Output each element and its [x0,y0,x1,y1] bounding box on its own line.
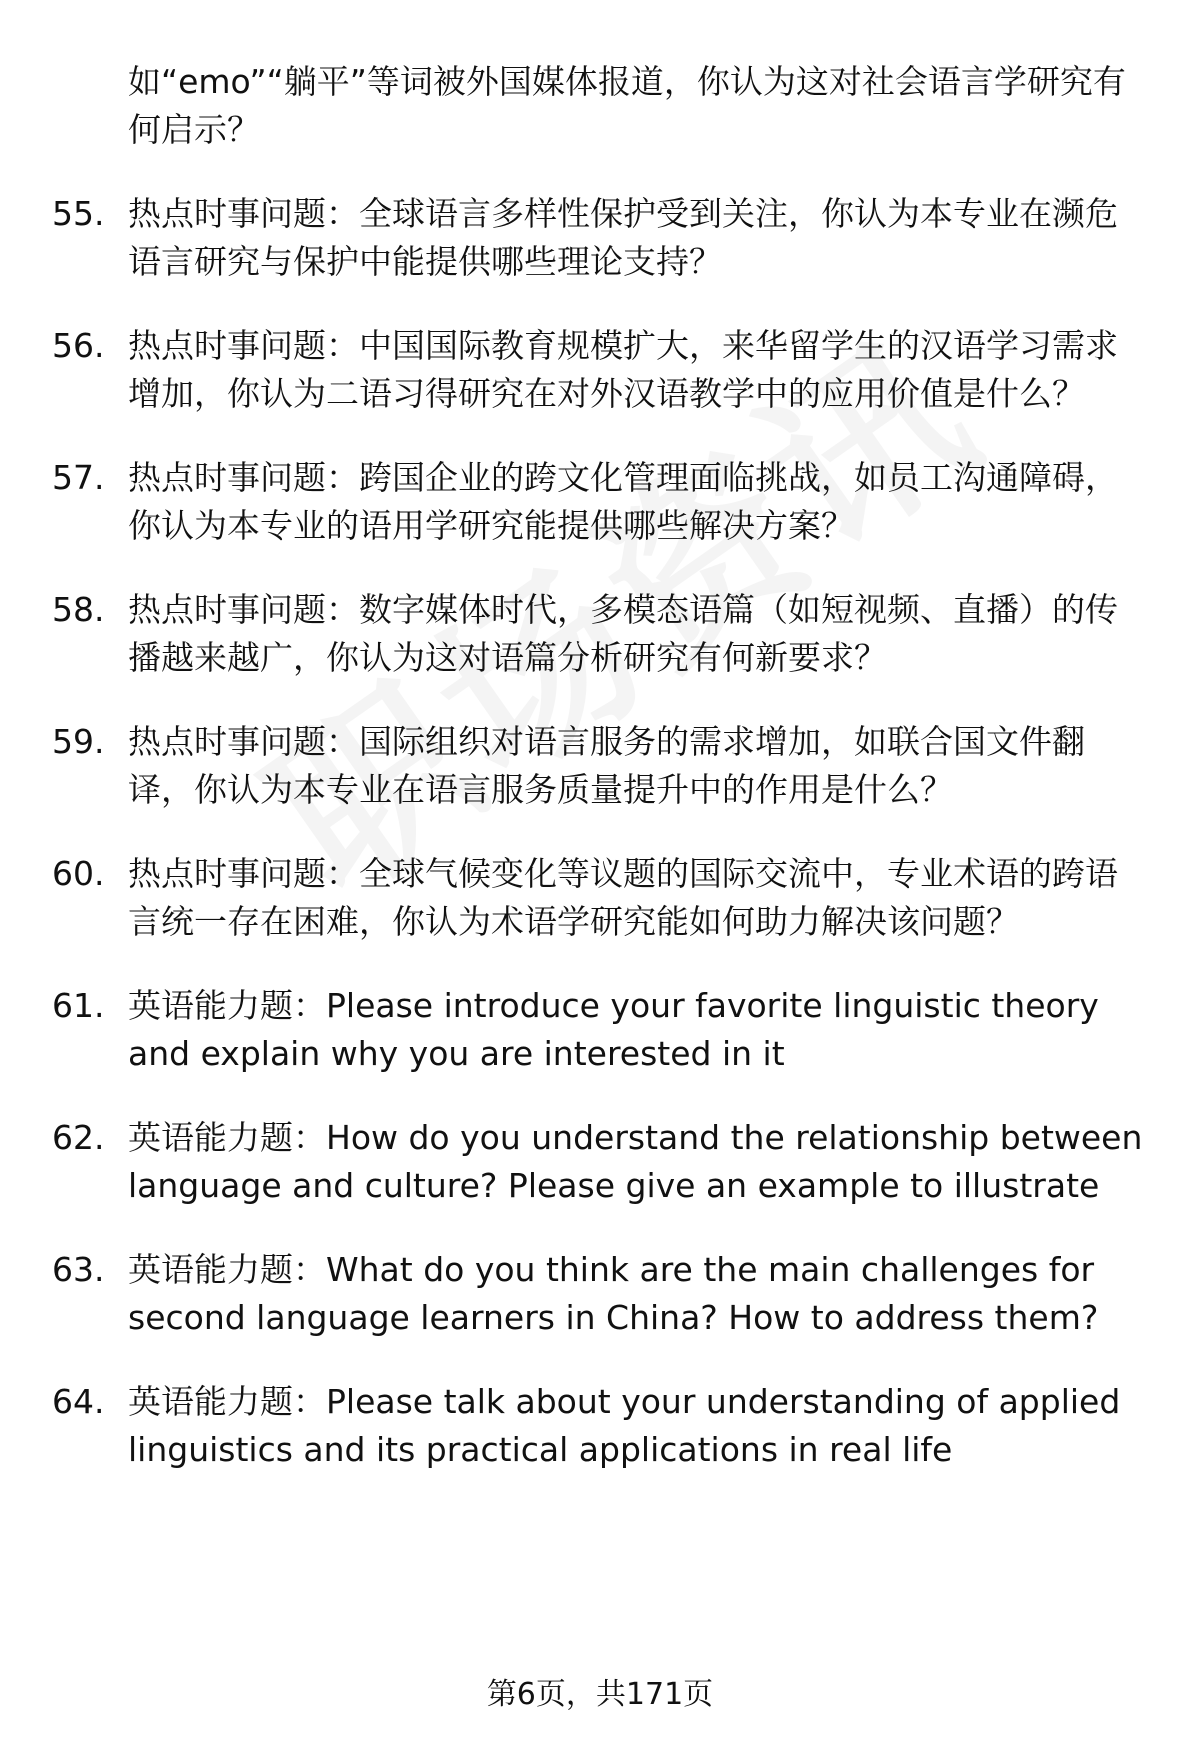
question-item [0,190,1200,286]
question-text: 英语能力题：What do you think are the main challenges for second language learners in China? How to address them? [128,1250,1099,1337]
question-item [0,982,1200,1078]
question-number: 56. [52,326,105,365]
question-item [0,586,1200,682]
question-item [0,454,1200,550]
question-number: 64. [52,1382,105,1421]
question-item [0,1246,1200,1342]
question-text: 热点时事问题：数字媒体时代，多模态语篇（如短视频、直播）的传播越来越广，你认为这对语篇分析研究有何新要求？ [128,590,1118,677]
question-number: 57. [52,458,105,497]
question-text: 英语能力题：How do you understand the relationship between language and culture? Please give an example to illustrate [128,1118,1143,1205]
question-text: 英语能力题：Please talk about your understanding of applied linguistics and its practical applications in real life [128,1382,1121,1469]
question-number: 61. [52,986,105,1025]
question-item [0,1378,1200,1474]
question-number: 63. [52,1250,105,1289]
question-list [0,190,1200,1510]
question-text: 热点时事问题：跨国企业的跨文化管理面临挑战，如员工沟通障碍，你认为本专业的语用学研究能提供哪些解决方案？ [128,458,1118,545]
page-footer: 第6页，共171页 [486,1677,714,1712]
question-item [0,850,1200,946]
question-number: 58. [52,590,105,629]
question-text: 英语能力题：Please introduce your favorite linguistic theory and explain why you are interested in it [128,986,1099,1073]
question-text: 热点时事问题：中国国际教育规模扩大，来华留学生的汉语学习需求增加，你认为二语习得研究在对外汉语教学中的应用价值是什么？ [128,326,1118,413]
question-number: 62. [52,1118,105,1157]
question-item [0,718,1200,814]
question-text: 热点时事问题：国际组织对语言服务的需求增加，如联合国文件翻译，你认为本专业在语言服务质量提升中的作用是什么？ [128,722,1085,809]
question-number: 59. [52,722,105,761]
question-number: 55. [52,194,105,233]
question-text: 热点时事问题：全球气候变化等议题的国际交流中，专业术语的跨语言统一存在困难，你认为术语学研究能如何助力解决该问题？ [128,854,1118,941]
question-item [0,1114,1200,1210]
question-continuation: 如“emo”“躺平”等词被外国媒体报道，你认为这对社会语言学研究有何启示？ [128,62,1126,149]
question-text: 热点时事问题：全球语言多样性保护受到关注，你认为本专业在濒危语言研究与保护中能提供哪些理论支持？ [128,194,1118,281]
question-number: 60. [52,854,105,893]
question-item [0,322,1200,418]
